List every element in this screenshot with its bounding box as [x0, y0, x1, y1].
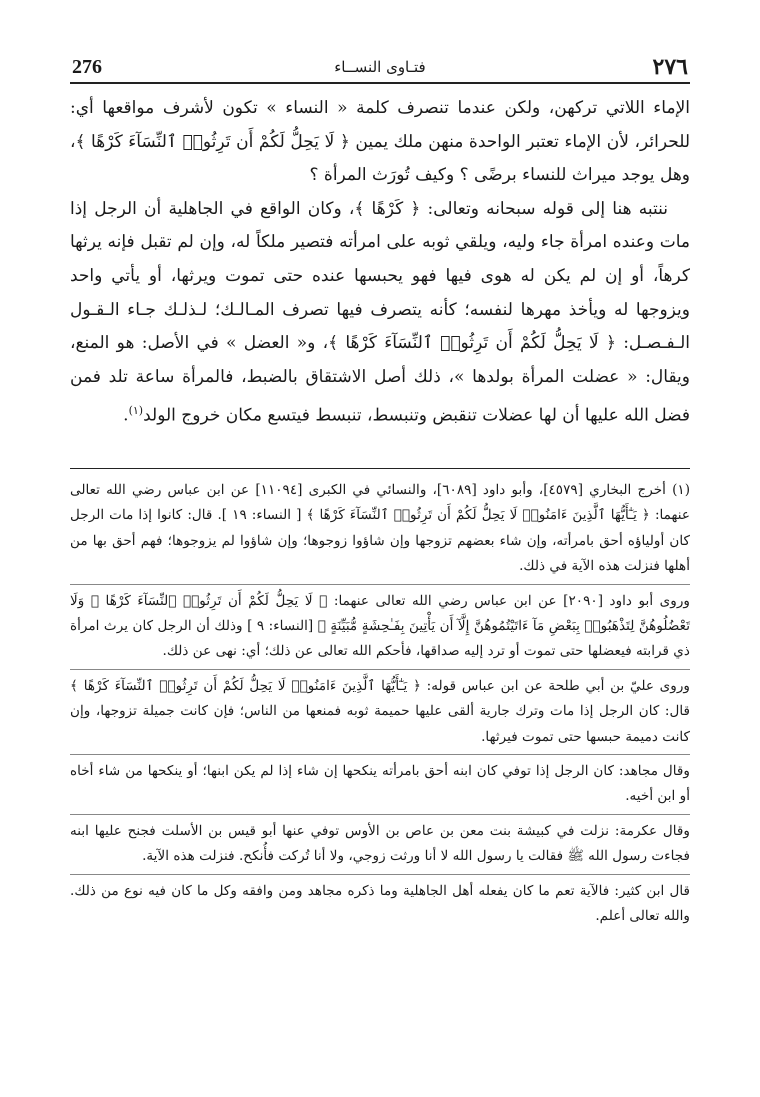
footnote-entry: وقال عكرمة: نزلت في كبيشة بنت معن بن عاص بن الأوس توفي عنها أبو قيس بن الأسلت فجنح عليها ابنه فجاءت رسول الله ﷺ فقالت يا رسول الله لا أنا ورثت زوجي، ولا أنا تُركت فأُنكح. فنزلت هذه الآية. — [70, 822, 690, 865]
header-divider — [70, 82, 690, 84]
footnote-separator — [70, 814, 690, 815]
footnote-entry: (١) أخرج البخاري [٤٥٧٩]، وأبو داود [٦٠٨٩]، والنسائي في الكبرى [١١٠٩٤] عن ابن عباس رضي الله تعالى عنهما: ﴿ يَـٰٓأَيُّهَا ٱلَّذِينَ ءَامَنُوا۟ لَا يَحِلُّ لَكُمْ أَن تَرِثُوا۟ ٱلنِّسَآءَ كَرْهًا ﴾ [ النساء: ١٩ ]. قال: كانوا إذا مات الرجل كان أولياؤه أحق بامرأته، وإن شاء بعضهم تزوجها وإن شاؤوا زوجوها؛ وإن شاؤوا لم يزوجوها؛ فهم أحق بها من أهلها فنزلت هذه الآية في ذلك. — [70, 482, 691, 575]
page-number-latin: 276 — [72, 56, 102, 78]
footnote-separator — [70, 669, 690, 670]
footnote-divider — [70, 468, 690, 469]
footnote-marker: (١) — [128, 404, 144, 418]
footnote-entry: وقال مجاهد: كان الرجل إذا توفي كان ابنه أحق بامرأته ينكحها إن شاء إذا لم يكن ابنها؛ أو ينكحها من شاء أخاه أو ابن أخيه. — [70, 763, 690, 805]
body-paragraph — [70, 193, 690, 434]
footnote-entry: وروى أبو داود [٢٠٩٠] عن ابن عباس رضي الله تعالى عنهما: ﴿ لَا يَحِلُّ لَكُمْ أَن تَرِثُوا۟ ٱلنِّسَآءَ كَرْهًا ۖ وَلَا تَعْضُلُوهُنَّ لِتَذْهَبُوا۟ بِبَعْضِ مَآ ءَاتَيْتُمُوهُنَّ إِلَّآ أَن يَأْتِينَ بِفَـٰحِشَةٍ مُّبَيِّنَةٍ ﴾ [النساء: ٩ ] وذلك أن الرجل كان يرث امرأة ذي قرابته فيعضلها حتى تموت أو ترد إليه صداقها، فأحكم الله تعالى عن ذلك؛ أي: نهى عن ذلك. — [70, 592, 691, 660]
page-number-arabic: ٢٧٦ — [652, 54, 688, 80]
footnote-entry: قال ابن كثير: فالآية تعم ما كان يفعله أهل الجاهلية وما ذكره مجاهد ومن وافقه وكل ما كان فيه نوع من ذلك. والله تعالى أعلم. — [70, 882, 690, 925]
footnotes — [70, 478, 690, 930]
main-text — [70, 92, 690, 434]
footnote-separator — [70, 584, 690, 585]
page-header — [70, 52, 690, 82]
footnote-separator — [70, 754, 690, 755]
footnote-entry: وروى عليّ بن أبي طلحة عن ابن عباس قوله: ﴿ يَـٰٓأَيُّهَا ٱلَّذِينَ ءَامَنُوا۟ لَا يَحِلُّ لَكُمْ أَن تَرِثُوا۟ ٱلنِّسَآءَ كَرْهًا ﴾ قال: كان الرجل إذا مات وترك جارية ألقى عليها حميمة ثوبه فمنعها من الناس؛ فإن كانت جميلة تزوجها، وإن كانت دميمة حبسها حتى تموت فيرثها. — [70, 677, 690, 745]
running-title: فتـاوى النســاء — [334, 58, 426, 76]
footnote-separator — [70, 874, 690, 875]
body-paragraph-text: ننتبه هنا إلى قوله سبحانه وتعالى: ﴿ كَرْهًا ﴾، وكان الواقع في الجاهلية أن الرجل إذا مات وعنده امرأة جاء وليه، ويلقي ثوبه على امرأته فتصير ملكاً له، وإن لم تقبل فإنه يرثها كرهاً، أو إن لم يكن له هوى فيها فهو يحبسها عنده حتى تموت ويرثها، أو يأتي واحد ويزوجها له ويأخذ مهرها لنفسه؛ كأنه يتصرف فيها تصرف المـالـك؛ لـذلـك جـاء الـقـول الـفـصـل: ﴿ لَا يَحِلُّ لَكُمْ أَن تَرِثُوا۟ ٱلنِّسَآءَ كَرْهًا ﴾، و« العضل » في الأصل: هو المنع، ويقال: « عضلت المرأة بولدها »، ذلك أصل الاشتقاق بالضبط، فالمرأة ساعة تلد فمن فضل الله عليها أن لها عضلات تنقبض وتنبسط، تنبسط فيتسع مكان خروج الولد — [70, 198, 690, 426]
body-paragraph-end: . — [123, 406, 129, 426]
body-paragraph: الإماء اللاتي تركهن، ولكن عندما تنصرف كلمة « النساء » تكون لأشرف مواقعها أي: للحرائر، لأن الإماء تعتبر الواحدة منهن ملك يمين ﴿ لَا يَحِلُّ لَكُمْ أَن تَرِثُوا۟ ٱلنِّسَآءَ كَرْهًا ﴾، وهل يوجد ميراث للنساء برضًى ؟ وكيف تُورَث المرأة ؟ — [70, 98, 690, 186]
